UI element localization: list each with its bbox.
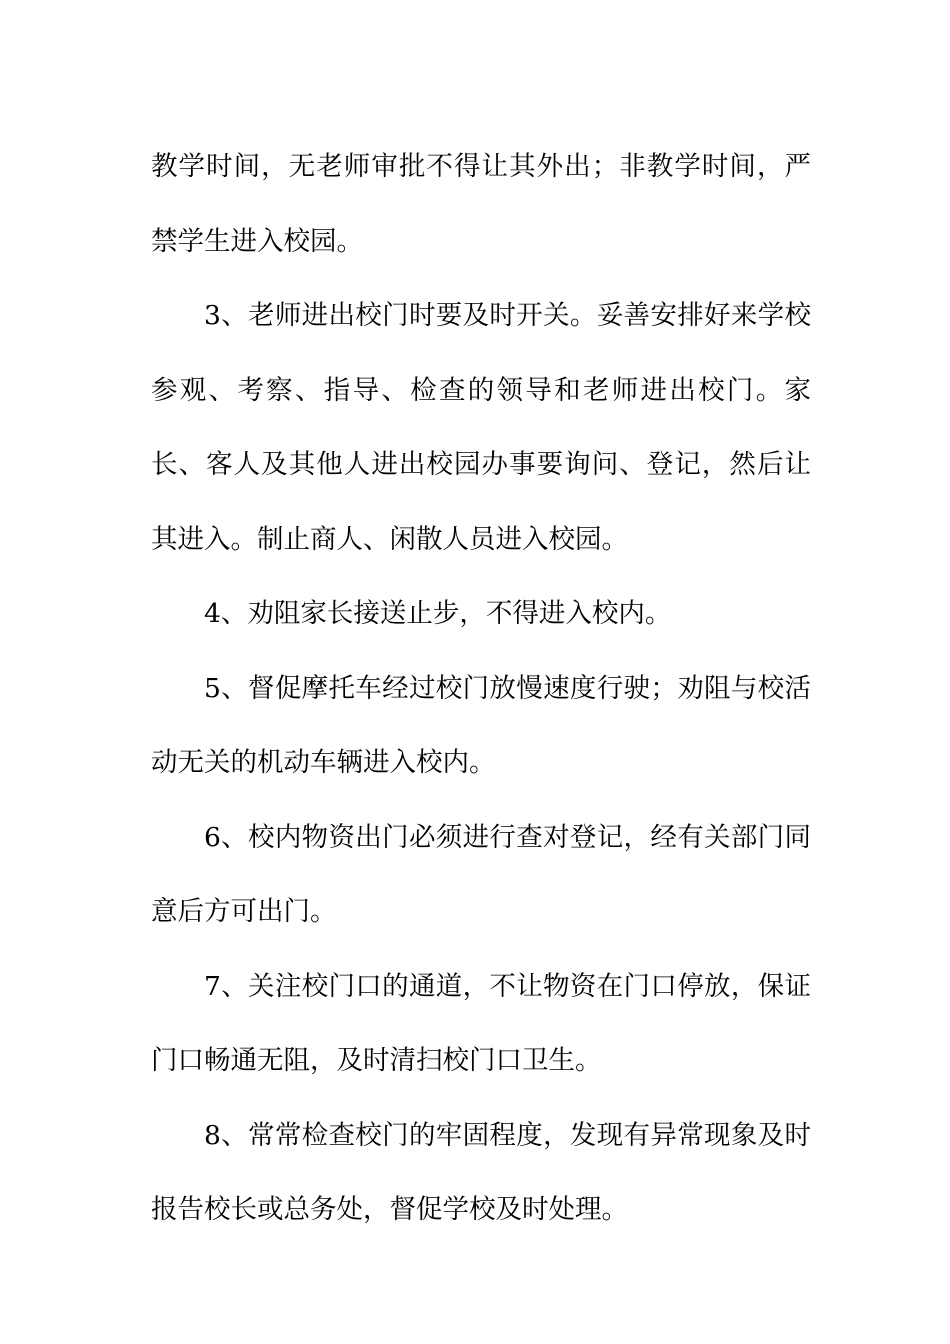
paragraph-item-6: 6、校内物资出门必须进行查对登记，经有关部门同意后方可出门。 <box>151 821 811 927</box>
paragraph-item-3: 3、老师进出校门时要及时开关。妥善安排好来学校参观、考察、指导、检查的领导和老师进出校门。家长、客人及其他人进出校园办事要询问、登记，然后让其进入。制止商人、闲散人员进入校园。 <box>151 300 811 555</box>
paragraph-item-7: 7、关注校门口的通道，不让物资在门口停放，保证门口畅通无阻，及时清扫校门口卫生。 <box>151 970 811 1076</box>
paragraph-item-8: 8、常常检查校门的牢固程度，发现有异常现象及时报告校长或总务处，督促学校及时处理。 <box>151 1119 811 1225</box>
paragraph-item-5: 5、督促摩托车经过校门放慢速度行驶；劝阻与校活动无关的机动车辆进入校内。 <box>151 672 811 778</box>
document-body <box>151 130 811 1248</box>
paragraph-continuation: 教学时间，无老师审批不得让其外出；非教学时间，严禁学生进入校园。 <box>151 151 811 257</box>
paragraph-item-4: 4、劝阻家长接送止步，不得进入校内。 <box>204 598 672 629</box>
